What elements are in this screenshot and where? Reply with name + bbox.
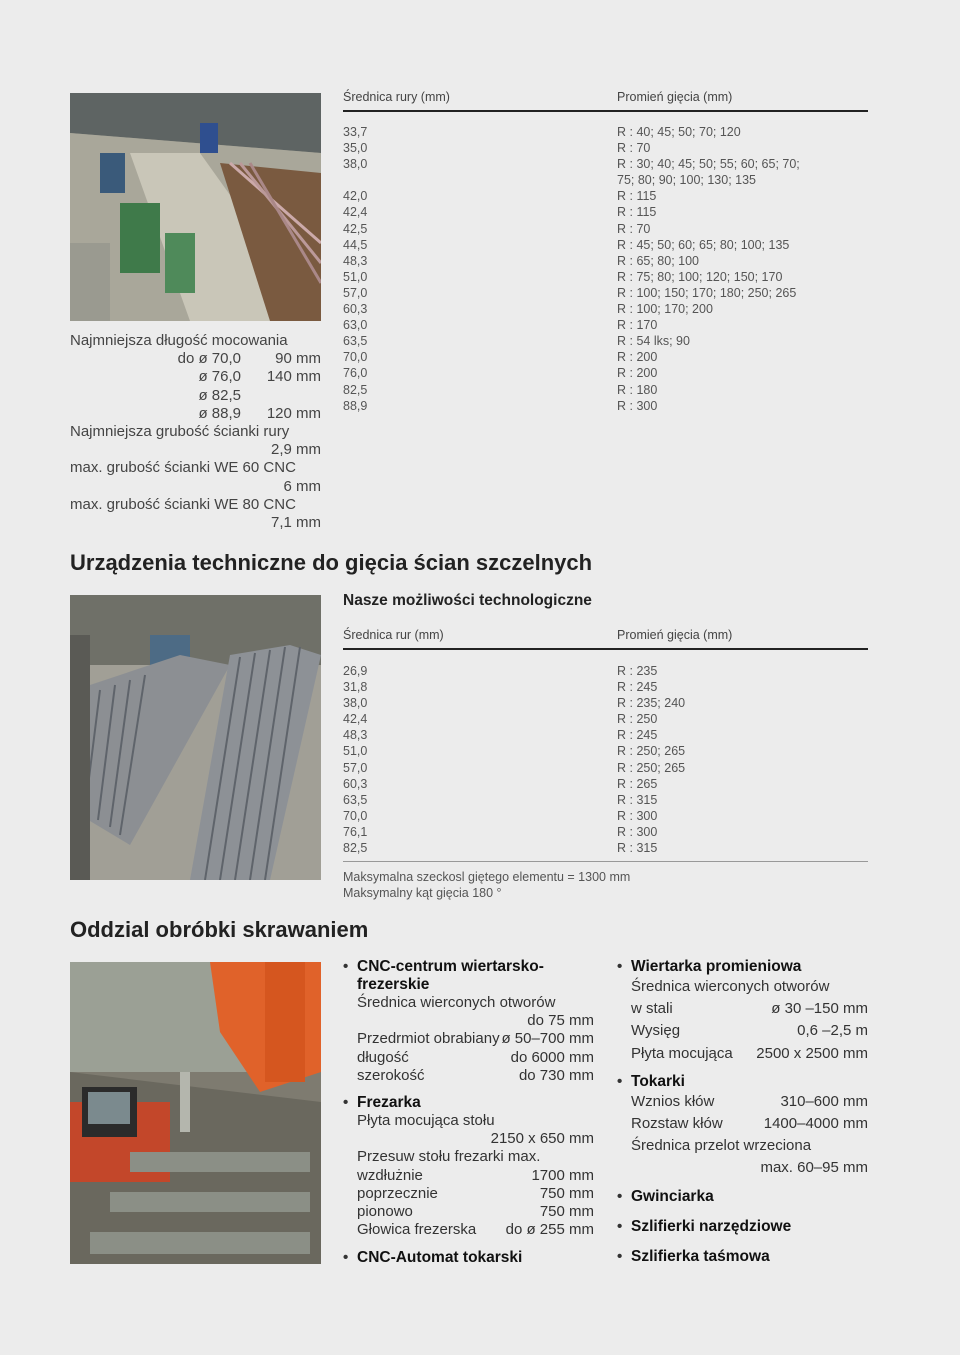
diameter-cell: 48,3 [343, 728, 368, 743]
radius-cell: R : 315 [617, 792, 658, 807]
diameter-cell: 76,0 [343, 366, 368, 381]
radius-cell: R : 300 [617, 824, 658, 839]
capabilities-subtitle: Nasze możliwości technologiczne [343, 592, 592, 609]
max-wall-60-label: max. grubość ścianki WE 60 CNC [70, 459, 296, 477]
frez-cross: poprzecznie 750 mm [357, 1184, 594, 1202]
diameter-cell: 44,5 [343, 237, 368, 252]
radius-cell: R : 300 [617, 808, 658, 823]
lathe-span: Rozstaw kłów 1400–4000 mm [631, 1115, 868, 1133]
radius-cell: R : 265 [617, 776, 658, 791]
diameter-cell: 33,7 [343, 125, 368, 139]
radius-cell: R : 40; 45; 50; 70; 120 [617, 125, 741, 139]
diameter-cell: 57,0 [343, 285, 368, 300]
max-wall-80-label: max. grubość ścianki WE 80 CNC [70, 495, 296, 513]
bullet-icon: • [343, 1094, 349, 1112]
diameter-cell: 42,4 [343, 712, 368, 727]
diameter-cell: 42,0 [343, 189, 368, 204]
drill-reach: Wysięg 0,6 –2,5 m [631, 1022, 868, 1040]
diameter-cell: 63,5 [343, 334, 368, 349]
max-wall-60-value: 6 mm [283, 477, 321, 495]
frez-plate-value: 2150 x 650 mm [490, 1130, 594, 1148]
diameter-cell: 82,5 [343, 382, 368, 397]
auto-title: CNC-Automat tokarski [357, 1249, 523, 1267]
milling-machine [343, 1094, 594, 1239]
section-title-bending: Urządzenia techniczne do gięcia ścian szczelnych [70, 550, 593, 575]
bullet-icon: • [343, 1249, 349, 1267]
cnc-center [343, 958, 594, 1085]
radius-cell: R : 70 [617, 141, 651, 156]
radius-cell: R : 100; 150; 170; 180; 250; 265 [617, 285, 797, 300]
diameter-cell: 63,0 [343, 318, 368, 333]
radius-cell: R : 245 [617, 728, 658, 743]
radius-cell: R : 45; 50; 60; 65; 80; 100; 135 [617, 237, 790, 252]
bullet-icon: • [617, 1247, 623, 1265]
cnc-lathe-automat [343, 1249, 594, 1267]
radius-cell: R : 115 [617, 189, 657, 204]
equipment-right [617, 958, 868, 1266]
diameter-cell: 63,5 [343, 792, 368, 807]
diameter-cell: 42,5 [343, 221, 368, 236]
radius-header-2: Promień gięcia (mm) [617, 628, 733, 642]
frez-head: Głowica frezerska do ø 255 mm [357, 1221, 594, 1239]
cnc-holes-label: Średnica wierconych otworów [357, 994, 556, 1011]
radius-cell: R : 235; 240 [617, 696, 686, 711]
belt-grinder [617, 1248, 868, 1266]
spec-row: ø 76,0 140 mm [198, 368, 321, 386]
min-wall-label: Najmniejsza grubość ścianki rury [70, 423, 290, 441]
radius-cell: R : 200 [617, 366, 658, 381]
radius-header: Promień gięcia (mm) [617, 90, 733, 104]
diameter-cell: 70,0 [343, 808, 368, 823]
diameter-cell: 48,3 [343, 253, 368, 268]
radius-column-2 [617, 663, 685, 856]
diameter-cell: 57,0 [343, 760, 368, 775]
diameter-cell: 42,4 [343, 205, 368, 220]
cnc-width: szerokość do 730 mm [357, 1066, 594, 1084]
cnc-length: długość do 6000 mm [357, 1048, 594, 1066]
radius-cell: 75; 80; 90; 100; 130; 135 [617, 173, 757, 188]
membrane-walls-photo [70, 595, 321, 880]
radius-cell: R : 100; 170; 200 [617, 302, 713, 317]
diameter-cell: 70,0 [343, 350, 368, 365]
radius-cell: R : 300 [617, 398, 658, 413]
drill-plate: Płyta mocująca 2500 x 2500 mm [631, 1044, 868, 1062]
diameter-column [343, 124, 367, 414]
diameter-cell: 31,8 [343, 680, 368, 695]
clamping-specs [70, 332, 321, 532]
bullet-icon: • [617, 958, 623, 975]
lathes [617, 1073, 868, 1180]
diameter-cell: 26,9 [343, 664, 368, 678]
diameter-header-2: Średnica rur (mm) [343, 628, 444, 642]
radius-cell: R : 250; 265 [617, 760, 686, 775]
min-wall-value: 2,9 mm [270, 441, 321, 459]
radius-cell: R : 170 [617, 318, 658, 333]
frez-longitudinal: wzdłużnie 1700 mm [357, 1166, 594, 1184]
diameter-cell: 82,5 [343, 841, 368, 856]
radius-cell: R : 75; 80; 100; 120; 150; 170 [617, 269, 783, 284]
radius-cell: R : 235 [617, 664, 658, 678]
radius-cell: R : 245 [617, 680, 658, 695]
radius-cell: R : 70 [617, 221, 651, 236]
max-angle-note: Maksymalny kąt gięcia 180 ° [343, 886, 502, 900]
lathe-bore-value: max. 60–95 mm [760, 1159, 868, 1177]
diameter-cell: 76,1 [343, 824, 368, 839]
diameter-cell: 88,9 [343, 398, 368, 413]
frez-plate-label: Płyta mocująca stołu [357, 1112, 495, 1130]
lathe-height: Wznios kłów 310–600 mm [631, 1092, 868, 1110]
frez-title: Frezarka [357, 1094, 421, 1112]
diameter-header: Średnica rury (mm) [343, 90, 450, 104]
radial-drill [617, 958, 868, 1065]
lathe-bore-label: Średnica przelot wrzeciona [631, 1137, 812, 1155]
spec-row: ø 88,9 120 mm [198, 404, 321, 422]
max-wall-80-value: 7,1 mm [270, 514, 321, 532]
bullet-icon: • [343, 958, 349, 975]
diameter-cell: 51,0 [343, 269, 368, 284]
tool-grinders [617, 1218, 868, 1236]
diameter-column-2 [343, 663, 367, 856]
lathe-title: Tokarki [631, 1072, 685, 1090]
factory-photo [70, 93, 321, 321]
frez-shift-label: Przesuw stołu frezarki max. [357, 1148, 541, 1166]
diameter-cell: 51,0 [343, 744, 368, 759]
bullet-icon: • [617, 1187, 623, 1205]
min-length-label: Najmniejsza długość mocowania [70, 332, 288, 349]
radius-cell: R : 30; 40; 45; 50; 55; 60; 65; 70; [617, 157, 800, 172]
cnc-machine-photo [70, 962, 321, 1264]
spec-row: ø 82,5 [198, 386, 241, 404]
cnc-title-line-2: frezerskie [357, 976, 430, 993]
radius-cell: R : 65; 80; 100 [617, 253, 700, 268]
diameter-cell: 35,0 [343, 141, 368, 156]
radius-cell: R : 200 [617, 350, 658, 365]
grind-title: Szlifierki narzędziowe [631, 1217, 792, 1235]
frez-vertical: pionowo 750 mm [357, 1203, 594, 1221]
spec-row: do ø 70,0 90 mm [177, 350, 321, 368]
bullet-icon: • [617, 1072, 623, 1090]
diameter-cell [343, 172, 367, 188]
radius-cell: R : 115 [617, 205, 657, 220]
header-rule [343, 110, 868, 112]
drill-title: Wiertarka promieniowa [631, 958, 802, 975]
radius-column [617, 124, 800, 414]
threading-machine [617, 1188, 868, 1206]
equipment-left [343, 958, 594, 1267]
diameter-cell: 38,0 [343, 696, 368, 711]
diameter-cell: 60,3 [343, 776, 368, 791]
drill-holes-label: Średnica wierconych otworów [631, 978, 830, 995]
cnc-holes-value: do 75 mm [527, 1012, 594, 1030]
thread-title: Gwinciarka [631, 1187, 714, 1205]
radius-cell: R : 180 [617, 382, 658, 397]
belt-title: Szlifierka taśmowa [631, 1247, 770, 1265]
header-rule-2 [343, 648, 868, 650]
diameter-cell: 38,0 [343, 157, 368, 172]
cnc-title-line-1: CNC-centrum wiertarsko- [357, 958, 544, 975]
section-title-machining: Oddzial obróbki skrawaniem [70, 917, 369, 942]
drill-steel: w stali ø 30 –150 mm [631, 1000, 868, 1018]
max-length-note: Maksymalna szeckosl giętego elementu = 1300 mm [343, 870, 631, 884]
table-bottom-rule [343, 861, 868, 862]
radius-cell: R : 250; 265 [617, 744, 686, 759]
diameter-cell: 60,3 [343, 302, 368, 317]
radius-cell: R : 250 [617, 712, 658, 727]
radius-cell: R : 315 [617, 841, 658, 856]
cnc-workpiece: Przedrmiot obrabiany ø 50–700 mm [357, 1030, 594, 1048]
radius-cell: R : 54 lks; 90 [617, 334, 690, 349]
bullet-icon: • [617, 1217, 623, 1235]
